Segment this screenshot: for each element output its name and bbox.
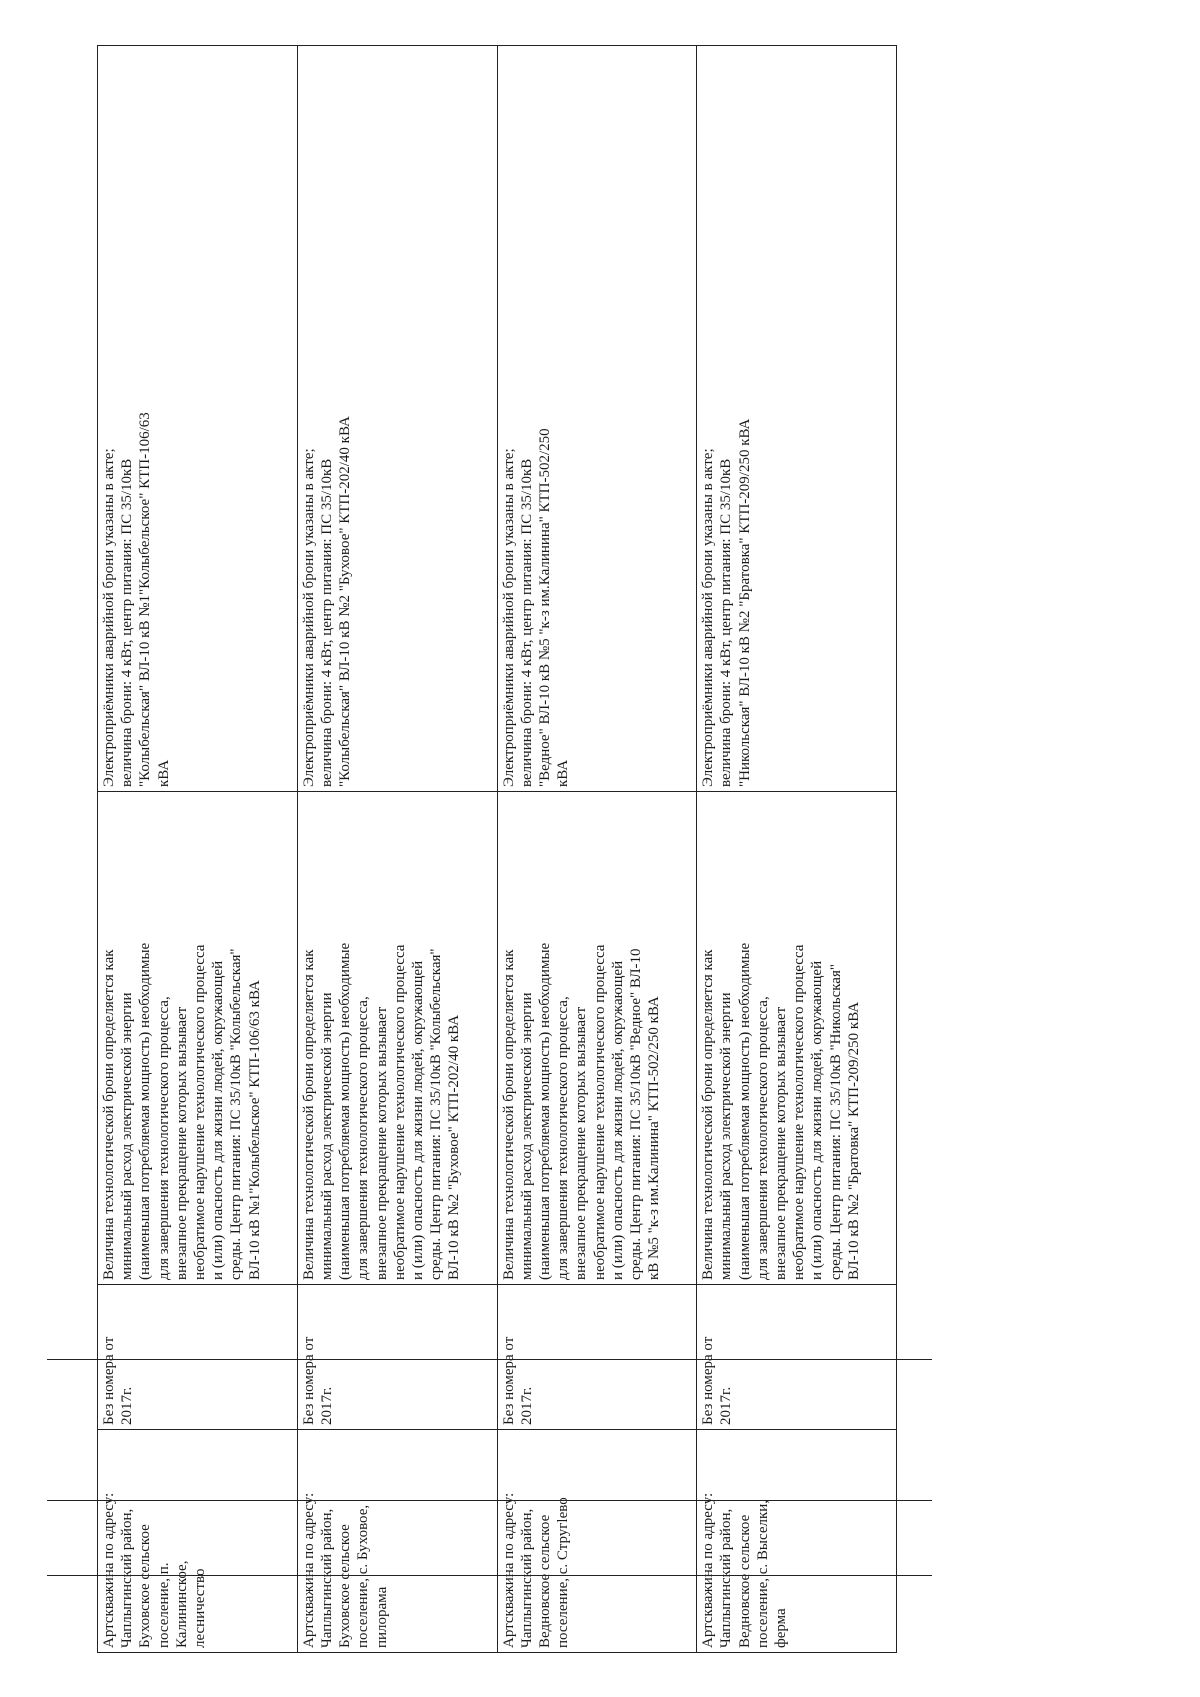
- act-cell: [497, 1285, 697, 1430]
- emergency-reserve-text: Электроприёмники аварийной брони указаны в акте; величина брони: 4 кВт, центр питания: ПС 35/10кВ "Колыбельская" ВЛ-10 кВ №2 "Буховое" КТП-202/40 кВА: [300, 416, 354, 787]
- tech-reserve-cell: [497, 792, 697, 1285]
- page-rule-3: [47, 1575, 932, 1576]
- location-text: Артскважина по адресу: Чаплыгинский район, Ведновское сельское поселение, с. Выселки, ферма: [700, 1492, 790, 1648]
- location-cell: [98, 1430, 298, 1653]
- tech-reserve-cell: [697, 792, 897, 1285]
- act-text: Без номера от 2017г.: [300, 1336, 335, 1425]
- page-rule-1: [47, 1359, 932, 1360]
- location-cell: [497, 1430, 697, 1653]
- emergency-reserve-cell: [297, 46, 497, 792]
- tech-reserve-text: Величина технологической брони определяется как минимальный расход электрической энергии (наименьшая потребляемая мощность) необходимые для завершения технологического процесса, внезапное прекращение которых вызывает необратимое нарушение технологического процесса и (или) опасность для жизни людей, окружающей среды. Центр питания: ПС 35/10кВ "Никольская" ВЛ-10 кВ №2 "Братовка" КТП-209/250 кВА: [700, 942, 862, 1280]
- act-text: Без номера от 2017г.: [700, 1336, 735, 1425]
- table-row: [697, 46, 897, 1653]
- location-cell: [697, 1430, 897, 1653]
- emergency-reserve-text: Электроприёмники аварийной брони указаны в акте; величина брони: 4 кВт, центр питания: ПС 35/10кВ "Колыбельская" ВЛ-10 кВ №1"Колыбельское" КТП-106/63 кВА: [101, 412, 172, 787]
- tech-reserve-cell: [98, 792, 298, 1285]
- table-row: [98, 46, 298, 1653]
- act-cell: [98, 1285, 298, 1430]
- location-text: Артскважина по адресу: Чаплыгинский район, Ведновское сельское поселение, с. Стругleво: [500, 1492, 572, 1648]
- page-rule-2: [47, 1500, 932, 1501]
- emergency-reserve-text: Электроприёмники аварийной брони указаны в акте; величина брони: 4 кВт, центр питания: ПС 35/10кВ "Ведное" ВЛ-10 кВ №5 "к-з им.Калинина" КТП-502/250 кВА: [500, 428, 572, 787]
- rotated-page: [47, 45, 947, 1690]
- act-cell: [297, 1285, 497, 1430]
- location-cell: [297, 1430, 497, 1653]
- act-text: Без номера от 2017г.: [101, 1336, 136, 1425]
- table-row: [297, 46, 497, 1653]
- emergency-reserve-cell: [98, 46, 298, 792]
- reserve-table: [97, 45, 897, 1653]
- tech-reserve-cell: [297, 792, 497, 1285]
- location-text: Артскважина по адресу: Чаплыгинский район, Буховское сельское поселение, с. Буховое, пилорама: [300, 1492, 390, 1648]
- act-cell: [697, 1285, 897, 1430]
- tech-reserve-text: Величина технологической брони определяется как минимальный расход электрической энергии (наименьшая потребляемая мощность) необходимые для завершения технологического процесса, внезапное прекращение которых вызывает необратимое нарушение технологического процесса и (или) опасность для жизни людей, окружающей среды. Центр питания: ПС 35/10кВ "Ведное" ВЛ-10 кВ №5 "к-з им.Калинина" КТП-502/250 кВА: [500, 942, 663, 1280]
- table-row: [497, 46, 697, 1653]
- emergency-reserve-cell: [697, 46, 897, 792]
- location-text: Артскважина по адресу: Чаплыгинский район, Буховское сельское поселение, п. Калининское, лесничество: [101, 1492, 209, 1648]
- emergency-reserve-cell: [497, 46, 697, 792]
- tech-reserve-text: Величина технологической брони определяется как минимальный расход электрической энергии (наименьшая потребляемая мощность) необходимые для завершения технологического процесса, внезапное прекращение которых вызывает необратимое нарушение технологического процесса и (или) опасность для жизни людей, окружающей среды. Центр питания: ПС 35/10кВ "Колыбельская" ВЛ-10 кВ №1"Колыбельское" КТП-106/63 кВА: [101, 942, 263, 1280]
- emergency-reserve-text: Электроприёмники аварийной брони указаны в акте; величина брони: 4 кВт, центр питания: ПС 35/10кВ "Никольская" ВЛ-10 кВ №2 "Братовка" КТП-209/250 кВА: [700, 418, 753, 787]
- tech-reserve-text: Величина технологической брони определяется как минимальный расход электрической энергии (наименьшая потребляемая мощность) необходимые для завершения технологического процесса, внезапное прекращение которых вызывает необратимое нарушение технологического процесса и (или) опасность для жизни людей, окружающей среды. Центр питания: ПС 35/10кВ "Колыбельская" ВЛ-10 кВ №2 "Буховое" КТП-202/40 кВА: [300, 942, 463, 1280]
- act-text: Без номера от 2017г.: [500, 1336, 535, 1425]
